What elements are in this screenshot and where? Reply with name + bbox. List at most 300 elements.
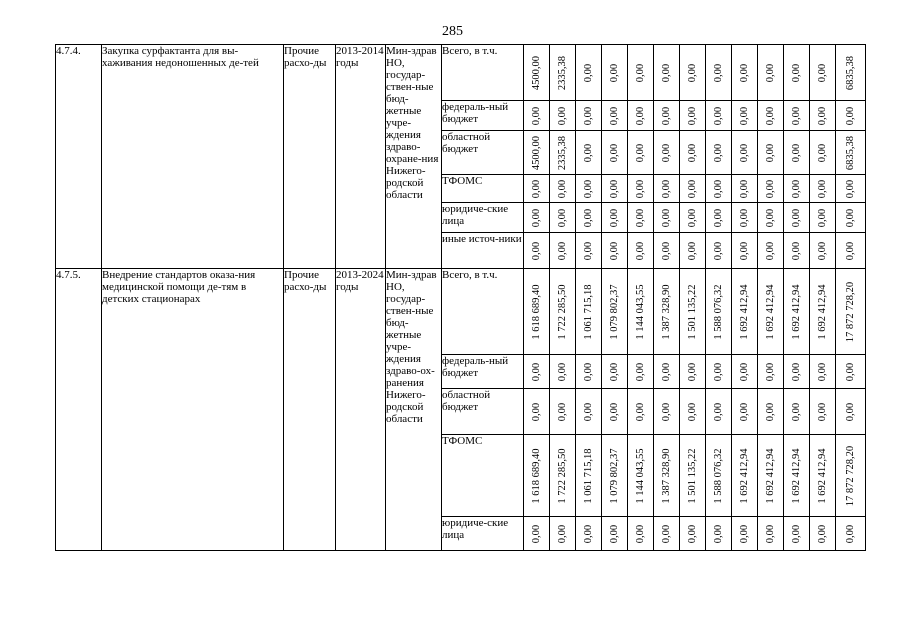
amount-value: 0,00 [556,179,568,198]
amount-cell [758,175,784,203]
amount-value: 0,00 [660,402,672,421]
amount-cell [550,389,576,435]
amount-cell [628,269,654,355]
amount-value: 0,00 [816,143,828,162]
amount-value: 0,00 [660,63,672,82]
amount-cell [576,517,602,551]
amount-value: 0,00 [738,106,750,125]
amount-value: 4500,00 [530,55,542,90]
amount-cell [654,175,680,203]
budget-table [55,44,866,551]
amount-value: 0,00 [660,208,672,227]
amount-cell [680,233,706,269]
amount-cell [732,517,758,551]
amount-cell [706,517,732,551]
amount-cell [732,101,758,131]
source-row [56,269,866,355]
amount-cell [628,435,654,517]
amount-cell [602,233,628,269]
amount-cell [628,45,654,101]
amount-cell [576,269,602,355]
amount-value: 17 872 728,20 [844,445,856,506]
amount-cell [758,389,784,435]
amount-value: 0,00 [712,106,724,125]
amount-cell [784,101,810,131]
amount-cell [524,175,550,203]
amount-cell [680,355,706,389]
funding-source-label: иные источ-ники [442,233,524,269]
amount-cell [732,45,758,101]
amount-cell [550,45,576,101]
amount-value: 1 692 412,94 [738,447,750,504]
amount-value: 0,00 [712,362,724,381]
amount-value: 0,00 [608,106,620,125]
amount-cell [810,389,836,435]
amount-value: 0,00 [844,524,856,543]
amount-value: 0,00 [712,63,724,82]
amount-cell [810,435,836,517]
amount-cell [602,269,628,355]
amount-cell [576,175,602,203]
amount-cell [758,233,784,269]
amount-cell [836,131,866,175]
amount-value: 0,00 [660,241,672,260]
amount-value: 0,00 [660,143,672,162]
amount-value: 0,00 [556,402,568,421]
amount-cell [654,45,680,101]
amount-value: 1 692 412,94 [816,447,828,504]
expense-kind: Прочие расхо-ды [284,269,336,551]
amount-value: 0,00 [738,362,750,381]
amount-cell [550,355,576,389]
amount-cell [550,131,576,175]
amount-cell [628,389,654,435]
amount-value: 0,00 [634,143,646,162]
amount-value: 0,00 [844,179,856,198]
amount-cell [732,175,758,203]
amount-value: 1 079 802,37 [608,283,620,340]
amount-value: 0,00 [660,524,672,543]
funding-source-label: юридиче-ские лица [442,517,524,551]
amount-cell [628,101,654,131]
amount-cell [784,355,810,389]
amount-cell [784,203,810,233]
amount-cell [732,203,758,233]
amount-value: 0,00 [790,179,802,198]
amount-value: 0,00 [608,143,620,162]
amount-cell [680,101,706,131]
expense-kind: Прочие расхо-ды [284,45,336,269]
amount-cell [784,175,810,203]
amount-value: 0,00 [764,179,776,198]
amount-cell [602,101,628,131]
amount-value: 1 387 328,90 [660,283,672,340]
amount-cell [576,355,602,389]
amount-cell [576,435,602,517]
amount-cell [550,269,576,355]
amount-cell [654,269,680,355]
amount-cell [758,101,784,131]
amount-cell [680,435,706,517]
amount-cell [810,233,836,269]
amount-value: 0,00 [764,241,776,260]
amount-value: 0,00 [530,402,542,421]
executor: Мин-здрав НО, государ-ствен-ные бюд-жетные учре-ждения здраво-ох-ранения Нижего-родской области [386,269,442,551]
item-name: Закупка сурфактанта для вы-хаживания недоношенных де-тей [102,45,284,269]
amount-value: 0,00 [790,208,802,227]
amount-cell [524,517,550,551]
amount-value: 0,00 [530,362,542,381]
amount-value: 2335,38 [556,55,568,90]
amount-value: 0,00 [790,63,802,82]
amount-value: 0,00 [844,362,856,381]
amount-value: 1 692 412,94 [738,283,750,340]
amount-value: 1 722 285,50 [556,447,568,504]
amount-cell [706,45,732,101]
amount-value: 0,00 [790,362,802,381]
amount-cell [758,517,784,551]
amount-value: 0,00 [790,524,802,543]
amount-cell [732,435,758,517]
amount-cell [836,45,866,101]
amount-cell [784,389,810,435]
amount-value: 2335,38 [556,135,568,170]
amount-value: 0,00 [844,402,856,421]
amount-value: 0,00 [844,106,856,125]
amount-value: 1 144 043,55 [634,447,646,504]
funding-source-label: федераль-ный бюджет [442,355,524,389]
amount-cell [524,131,550,175]
amount-cell [836,101,866,131]
amount-cell [784,131,810,175]
amount-value: 0,00 [712,179,724,198]
amount-value: 0,00 [634,402,646,421]
amount-value: 0,00 [790,106,802,125]
amount-value: 0,00 [582,402,594,421]
amount-cell [732,131,758,175]
amount-value: 0,00 [712,402,724,421]
amount-value: 1 722 285,50 [556,283,568,340]
amount-cell [602,435,628,517]
amount-value: 0,00 [738,179,750,198]
amount-cell [680,269,706,355]
amount-value: 0,00 [686,179,698,198]
amount-value: 0,00 [530,208,542,227]
amount-value: 0,00 [582,208,594,227]
amount-cell [602,175,628,203]
amount-value: 0,00 [582,241,594,260]
amount-cell [654,355,680,389]
amount-cell [810,175,836,203]
amount-value: 4500,00 [530,135,542,170]
amount-value: 1 692 412,94 [764,447,776,504]
amount-cell [836,269,866,355]
amount-value: 1 692 412,94 [790,447,802,504]
amount-cell [706,233,732,269]
amount-value: 1 501 135,22 [686,447,698,504]
amount-value: 1 618 689,40 [530,447,542,504]
amount-cell [706,101,732,131]
amount-value: 0,00 [712,143,724,162]
amount-cell [732,389,758,435]
amount-cell [680,45,706,101]
executor: Мин-здрав НО, государ-ствен-ные бюд-жетные учре-ждения здраво-охране-ния Нижего-родской области [386,45,442,269]
amount-value: 0,00 [686,524,698,543]
amount-cell [836,355,866,389]
amount-cell [654,389,680,435]
amount-cell [628,517,654,551]
amount-cell [550,175,576,203]
amount-value: 0,00 [712,208,724,227]
amount-value: 0,00 [844,241,856,260]
amount-cell [680,203,706,233]
amount-value: 0,00 [712,241,724,260]
amount-value: 0,00 [738,63,750,82]
amount-value: 0,00 [738,402,750,421]
amount-value: 1 144 043,55 [634,283,646,340]
amount-cell [576,203,602,233]
amount-cell [784,233,810,269]
amount-value: 0,00 [686,241,698,260]
amount-cell [550,233,576,269]
amount-cell [810,203,836,233]
amount-cell [524,435,550,517]
source-row [56,45,866,101]
amount-cell [602,131,628,175]
amount-cell [524,269,550,355]
amount-value: 1 692 412,94 [764,283,776,340]
amount-value: 0,00 [764,402,776,421]
amount-cell [524,45,550,101]
amount-cell [680,131,706,175]
amount-value: 0,00 [608,402,620,421]
amount-value: 0,00 [816,362,828,381]
amount-cell [576,45,602,101]
amount-cell [836,389,866,435]
amount-cell [758,131,784,175]
amount-value: 0,00 [738,241,750,260]
amount-value: 0,00 [712,524,724,543]
amount-value: 0,00 [764,63,776,82]
amount-cell [680,517,706,551]
amount-cell [654,233,680,269]
amount-cell [524,101,550,131]
amount-cell [654,517,680,551]
amount-value: 0,00 [816,402,828,421]
amount-value: 0,00 [530,179,542,198]
amount-value: 6835,38 [844,55,856,90]
amount-cell [524,389,550,435]
amount-value: 0,00 [556,208,568,227]
period: 2013-2014 годы [336,45,386,269]
amount-cell [628,175,654,203]
amount-value: 0,00 [634,106,646,125]
amount-value: 0,00 [530,524,542,543]
amount-value: 0,00 [582,106,594,125]
amount-cell [524,203,550,233]
amount-cell [706,355,732,389]
amount-value: 0,00 [686,208,698,227]
amount-cell [706,175,732,203]
amount-cell [810,131,836,175]
amount-cell [524,355,550,389]
amount-value: 0,00 [660,179,672,198]
amount-value: 0,00 [764,208,776,227]
amount-cell [628,131,654,175]
amount-value: 0,00 [608,524,620,543]
amount-cell [706,131,732,175]
amount-value: 0,00 [634,179,646,198]
amount-cell [758,355,784,389]
amount-value: 0,00 [686,143,698,162]
amount-cell [810,101,836,131]
amount-cell [680,389,706,435]
amount-cell [836,175,866,203]
amount-value: 1 079 802,37 [608,447,620,504]
amount-value: 1 588 076,32 [712,283,724,340]
amount-cell [576,131,602,175]
amount-cell [706,389,732,435]
amount-cell [576,389,602,435]
funding-source-label: ТФОМС [442,175,524,203]
amount-cell [810,355,836,389]
amount-value: 0,00 [764,106,776,125]
amount-value: 0,00 [608,241,620,260]
amount-cell [706,435,732,517]
amount-cell [836,517,866,551]
amount-value: 1 692 412,94 [816,283,828,340]
item-name: Внедрение стандартов оказа-ния медицинской помощи де-тям в детских стационарах [102,269,284,551]
amount-cell [732,269,758,355]
amount-cell [550,435,576,517]
amount-cell [628,355,654,389]
page-number: 285 [442,24,463,39]
amount-value: 0,00 [816,241,828,260]
amount-cell [810,269,836,355]
amount-cell [602,517,628,551]
amount-cell [810,517,836,551]
amount-value: 0,00 [686,63,698,82]
amount-value: 1 501 135,22 [686,283,698,340]
amount-cell [758,269,784,355]
amount-cell [784,517,810,551]
amount-value: 0,00 [738,208,750,227]
amount-cell [602,355,628,389]
amount-value: 0,00 [660,106,672,125]
amount-cell [654,203,680,233]
amount-value: 0,00 [530,241,542,260]
amount-cell [758,435,784,517]
amount-cell [706,269,732,355]
amount-cell [628,233,654,269]
funding-source-label: Всего, в т.ч. [442,269,524,355]
amount-value: 0,00 [530,106,542,125]
amount-cell [836,203,866,233]
amount-cell [602,45,628,101]
amount-value: 0,00 [844,208,856,227]
funding-source-label: федераль-ный бюджет [442,101,524,131]
amount-cell [836,233,866,269]
item-code: 4.7.5. [56,269,102,551]
amount-cell [732,233,758,269]
amount-value: 0,00 [790,143,802,162]
funding-source-label: ТФОМС [442,435,524,517]
amount-cell [550,101,576,131]
amount-value: 0,00 [660,362,672,381]
amount-value: 0,00 [816,106,828,125]
amount-value: 0,00 [582,362,594,381]
amount-cell [732,355,758,389]
amount-cell [784,269,810,355]
amount-cell [628,203,654,233]
amount-value: 0,00 [738,143,750,162]
amount-value: 0,00 [582,63,594,82]
amount-value: 0,00 [790,241,802,260]
amount-cell [810,45,836,101]
amount-cell [654,101,680,131]
amount-value: 0,00 [608,63,620,82]
amount-value: 0,00 [764,143,776,162]
amount-cell [654,131,680,175]
amount-value: 0,00 [556,362,568,381]
amount-value: 0,00 [634,63,646,82]
amount-value: 1 061 715,18 [582,447,594,504]
amount-value: 0,00 [764,524,776,543]
amount-value: 1 387 328,90 [660,447,672,504]
amount-value: 0,00 [634,362,646,381]
amount-cell [576,101,602,131]
amount-cell [758,45,784,101]
amount-value: 0,00 [686,362,698,381]
amount-cell [550,517,576,551]
amount-value: 0,00 [634,241,646,260]
amount-cell [784,435,810,517]
amount-value: 1 588 076,32 [712,447,724,504]
amount-value: 0,00 [816,524,828,543]
amount-value: 0,00 [764,362,776,381]
amount-value: 0,00 [608,362,620,381]
amount-cell [602,203,628,233]
amount-cell [576,233,602,269]
period: 2013-2024 годы [336,269,386,551]
amount-value: 1 618 689,40 [530,283,542,340]
amount-value: 0,00 [634,524,646,543]
amount-cell [550,203,576,233]
amount-cell [784,45,810,101]
amount-cell [654,435,680,517]
amount-cell [680,175,706,203]
amount-value: 0,00 [582,179,594,198]
funding-source-label: Всего, в т.ч. [442,45,524,101]
amount-value: 0,00 [582,524,594,543]
amount-value: 0,00 [686,106,698,125]
amount-value: 0,00 [556,524,568,543]
amount-value: 0,00 [608,179,620,198]
amount-value: 0,00 [816,179,828,198]
amount-value: 6835,38 [844,135,856,170]
amount-value: 0,00 [608,208,620,227]
funding-source-label: юридиче-ские лица [442,203,524,233]
amount-cell [706,203,732,233]
amount-value: 1 061 715,18 [582,283,594,340]
amount-value: 0,00 [686,402,698,421]
amount-cell [758,203,784,233]
amount-value: 0,00 [634,208,646,227]
amount-value: 0,00 [816,208,828,227]
amount-value: 1 692 412,94 [790,283,802,340]
funding-source-label: областной бюджет [442,389,524,435]
amount-value: 0,00 [556,241,568,260]
